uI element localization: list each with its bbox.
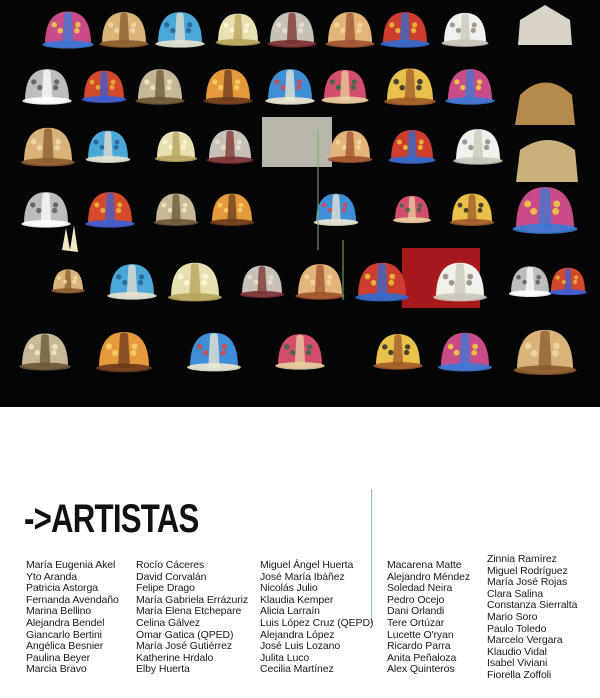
artist-name: Paulina Beyer (26, 651, 91, 664)
artist-name: Giancarlo Bertini (26, 628, 102, 641)
artist-column-2 (136, 560, 248, 676)
artist-name: Alejandra López (260, 628, 335, 641)
artist-name: Clara Salina (487, 587, 543, 600)
artist-name: Paulo Toledo (487, 622, 547, 635)
artist-name: Lucette O'ryan (387, 628, 454, 641)
artist-name: Dani Orlandi (387, 605, 445, 618)
artist-name: Klaudia Kemper (260, 593, 334, 606)
artist-column-5 (487, 554, 577, 682)
artist-name: Anita Peñaloza (387, 651, 457, 664)
artist-name: Tere Ortúzar (387, 616, 445, 629)
artist-name: Fiorella Zoffoli (487, 668, 552, 681)
artist-name: Elby Huerta (136, 663, 190, 676)
artist-name: Felipe Drago (136, 582, 195, 595)
artist-name: María Elena Etchepare (136, 605, 242, 618)
artist-name: Katherine Hrdalo (136, 651, 214, 664)
artist-column-4 (387, 560, 470, 676)
artist-name: Celina Gálvez (136, 616, 201, 629)
artist-name: Cecilia Martínez (260, 663, 334, 676)
artist-columns (0, 407, 600, 698)
artist-name: Alicia Larraín (260, 605, 320, 618)
artist-name: Soledad Neira (387, 582, 453, 595)
artist-name: Alex Quinteros (387, 663, 455, 676)
artist-name: Julita Luco (260, 651, 310, 664)
artist-name: David Corvalán (136, 570, 207, 583)
artist-name: Alejandra Bendel (26, 616, 105, 629)
artist-name: Luis López Cruz (QEPD) (260, 616, 374, 629)
artist-name: José Luis Lozano (260, 640, 341, 653)
artist-name: María Gabriela Errázuriz (136, 593, 248, 606)
artist-name: Pedro Ocejo (387, 593, 445, 606)
section-heading: ->ARTISTAS (24, 497, 199, 541)
artist-name: Yto Aranda (26, 570, 77, 583)
artist-name: Marcia Bravo (26, 663, 87, 676)
artist-name: Mario Soro (487, 610, 538, 623)
artist-name: Zinnia Ramírez (487, 553, 557, 565)
artist-name: Alejandro Méndez (387, 570, 471, 583)
artist-column-3 (260, 560, 373, 676)
artist-name: Patricia Astorga (26, 582, 98, 595)
artist-name: Isabel Viviani (487, 657, 548, 670)
artist-name: Miguel Ángel Huerta (260, 559, 354, 571)
artists-section (0, 407, 600, 698)
artist-name: Nicolás Julio (260, 582, 318, 595)
artist-name: José María Ibáñez (260, 570, 345, 583)
artist-name: Macarena Matte (387, 559, 462, 571)
artist-name: María José Gutiérrez (136, 640, 233, 653)
artist-name: Ricardo Parra (387, 640, 451, 653)
artist-name: Constanza Sierralta (487, 599, 578, 612)
artist-column-1 (26, 560, 119, 676)
artist-name: Omar Gatica (QPED) (136, 628, 234, 641)
artist-name: Marina Bellino (26, 605, 92, 618)
artist-name: Miguel Rodríguez (487, 564, 568, 577)
artist-name: Marcelo Vergara (487, 634, 563, 647)
artist-name: Rocío Cáceres (136, 559, 205, 571)
artist-name: María José Rojas (487, 576, 568, 589)
artist-name: Angélica Besnier (26, 640, 104, 653)
artist-name: Fernanda Avendaño (26, 593, 119, 606)
artist-name: Klaudio Vidal (487, 645, 547, 658)
artist-name: María Eugenia Akel (26, 559, 116, 571)
